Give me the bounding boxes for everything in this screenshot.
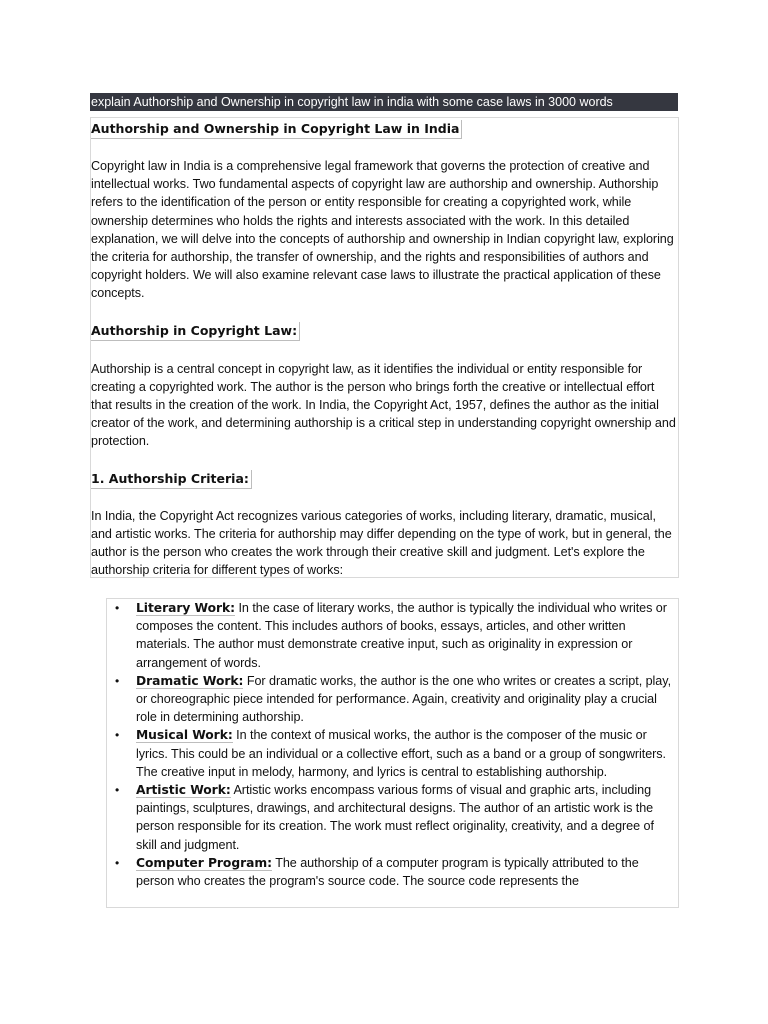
authorship-paragraph: Authorship is a central concept in copyright law, as it identifies the individual or entity responsible for creating a copyrighted work. The author is the person who brings forth the creative or intellectual effort that results in the creation of the work. In India, the Copyright Act, 1957, defines the author as the initial creator of the work, and determining authorship is a critical step in understanding copyright ownership and protection.: [91, 361, 676, 449]
subsection-heading-criteria: 1. Authorship Criteria:: [91, 470, 252, 489]
list-item-literary: [107, 599, 678, 672]
criteria-paragraph: In India, the Copyright Act recognizes various categories of works, including literary, dramatic, musical, and artistic works. The criteria for authorship may differ depending on the type of work, but in general, the author is the person who creates the work through their creative skill and judgment. Let's explore the authorship criteria for different types of works:: [91, 508, 672, 578]
list-item-term: Musical Work:: [136, 728, 233, 743]
list-item-artistic: [107, 781, 678, 854]
list-item-text: For dramatic works, the author is the one who writes or creates a script, play, or choreographic piece intended for performance. Again, creativity and originality play a crucial role in determining authorship.: [136, 673, 672, 725]
response-title-row: [91, 120, 678, 139]
response-section: [90, 117, 679, 578]
prompt-bar: [90, 93, 678, 111]
list-item-term: Artistic Work:: [136, 783, 231, 798]
bullet-icon: •: [115, 601, 120, 615]
list-item-text: In the context of musical works, the author is the composer of the music or lyrics. This could be an individual or a collective effort, such as a band or a group of songwriters. The creative input in melody, harmony, and lyrics is central to establishing authorship.: [136, 728, 667, 779]
bullet-icon: •: [115, 728, 120, 743]
list-item-term: Dramatic Work:: [136, 673, 244, 688]
response-title: Authorship and Ownership in Copyright Law in India: [91, 120, 462, 139]
list-item-term: Literary Work:: [136, 601, 236, 615]
list-item-musical: [107, 726, 678, 781]
list-item-text: The authorship of a computer program is typically attributed to the person who creates the program's source code. The source code represents the: [136, 855, 639, 889]
list-item-dramatic: [107, 672, 678, 727]
list-item-text: Artistic works encompass various forms of visual and graphic arts, including paintings, sculptures, drawings, and architectural designs. The author of an artistic work is the person responsible for its creation. The work must reflect originality, creativity, and a degree of skill and judgment.: [136, 783, 654, 852]
prompt-text: explain Authorship and Ownership in copyright law in india with some case laws in 3000 words: [91, 95, 613, 109]
list-item-term: Computer Program:: [136, 855, 272, 870]
bullet-icon: •: [115, 855, 120, 870]
work-types-list: [107, 599, 678, 890]
intro-paragraph: Copyright law in India is a comprehensive legal framework that governs the protection of creative and intellectual works. Two fundamental aspects of copyright law are authorship and ownership. Authorship refers to the identification of the person or entity responsible for creating a copyrighted work, while ownership determines who holds the rights and interests associated with the work. In this detailed explanation, we will delve into the concepts of authorship and ownership in Indian copyright law, exploring the criteria for authorship, the transfer of ownership, and the rights and responsibilities of authors and copyright holders. We will also examine relevant case laws to illustrate the practical application of these concepts.: [91, 159, 674, 301]
section-heading-authorship: Authorship in Copyright Law:: [91, 322, 300, 341]
bullet-icon: •: [115, 783, 120, 798]
section-heading-row: [91, 322, 678, 341]
list-item-computer-program: [107, 854, 678, 890]
work-types-list-section: [106, 598, 679, 908]
subsection-heading-row: [91, 470, 678, 489]
bullet-icon: •: [115, 673, 120, 688]
list-item-text: In the case of literary works, the author is typically the individual who writes or composes the content. This includes authors of books, essays, articles, and other written materials. The author must demonstrate creative input, such as originality in expression or arrangement of words.: [136, 601, 667, 670]
